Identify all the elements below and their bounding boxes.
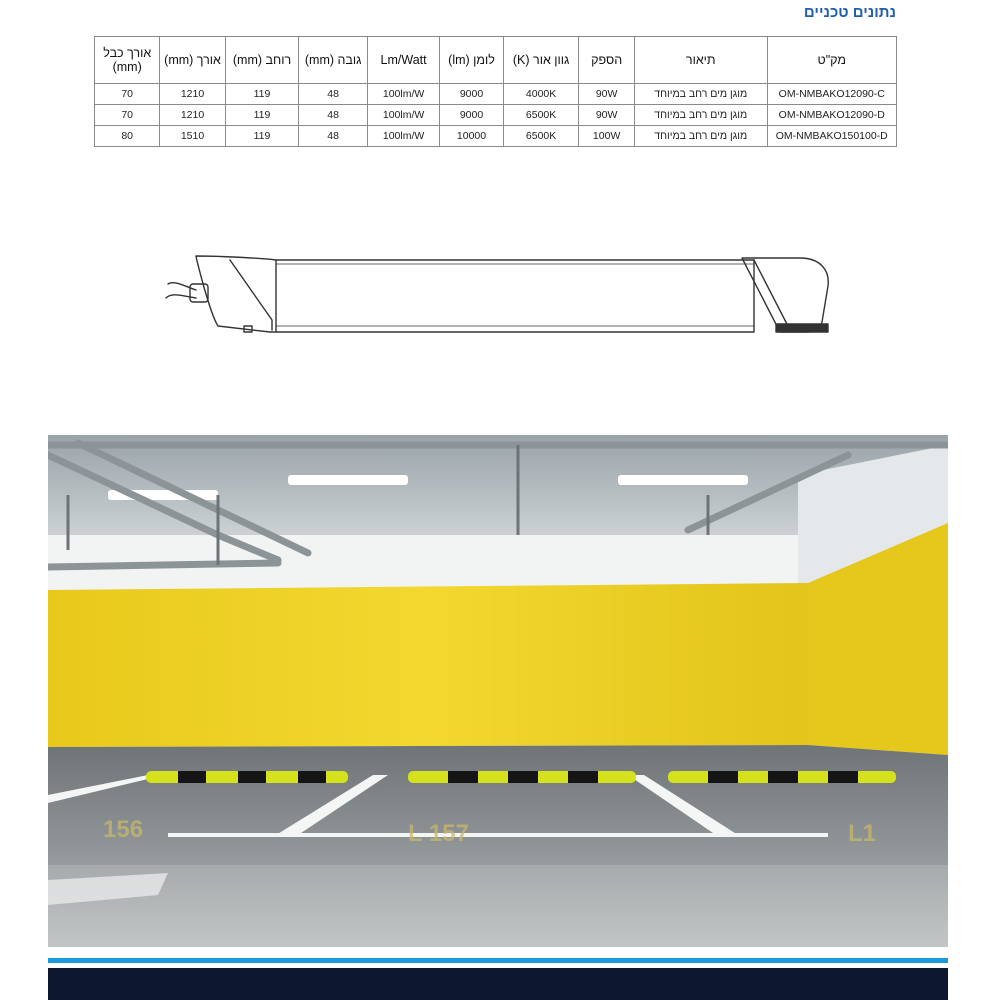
table-header-row: [95, 37, 897, 84]
cell-length: 1210: [160, 105, 225, 126]
cell-lumen: 10000: [440, 126, 504, 147]
cell-sku: OM-NMBAKO12090-D: [767, 105, 896, 126]
cell-lumen: 9000: [440, 84, 504, 105]
cell-sku: OM-NMBAKO150100-D: [767, 126, 896, 147]
cell-width: 119: [225, 105, 299, 126]
accent-stripe: [48, 958, 948, 963]
header-height: גובה (mm): [299, 37, 368, 84]
cell-cable-length: 70: [95, 105, 160, 126]
cell-sku: OM-NMBAKO12090-C: [767, 84, 896, 105]
header-power: הספק: [579, 37, 635, 84]
header-color-temp: גוון אור (K): [503, 37, 579, 84]
floor-marking: L 157: [408, 820, 469, 847]
floor-marking: L1: [848, 820, 877, 847]
cell-power: 90W: [579, 84, 635, 105]
table-row: [95, 84, 897, 105]
cell-lumen: 9000: [440, 105, 504, 126]
header-length: אורך (mm): [160, 37, 225, 84]
cell-cable-length: 80: [95, 126, 160, 147]
cell-lm-watt: 100lm/W: [367, 105, 439, 126]
header-cable-length: אורך כבל (mm): [95, 37, 160, 84]
cell-power: 90W: [579, 105, 635, 126]
cell-color-temp: 6500K: [503, 105, 579, 126]
header-lumen: לומן (lm): [440, 37, 504, 84]
cell-length: 1510: [160, 126, 225, 147]
cell-description: מוגן מים רחב במיוחד: [634, 126, 767, 147]
cell-height: 48: [299, 126, 368, 147]
header-lm-watt: Lm/Watt: [367, 37, 439, 84]
cell-width: 119: [225, 84, 299, 105]
cell-lm-watt: 100lm/W: [367, 84, 439, 105]
footer-band: [48, 968, 948, 1000]
fixture-body: [276, 260, 754, 332]
cell-color-temp: 6500K: [503, 126, 579, 147]
cell-width: 119: [225, 126, 299, 147]
cell-length: 1210: [160, 84, 225, 105]
header-description: תיאור: [634, 37, 767, 84]
floor-marking: 156: [103, 816, 144, 843]
cell-color-temp: 4000K: [503, 84, 579, 105]
cell-height: 48: [299, 84, 368, 105]
table-row: [95, 105, 897, 126]
technical-specs-table: [94, 36, 897, 147]
header-width: רוחב (mm): [225, 37, 299, 84]
cell-power: 100W: [579, 126, 635, 147]
cell-description: מוגן מים רחב במיוחד: [634, 84, 767, 105]
table-row: [95, 126, 897, 147]
header-sku: מק"ט: [767, 37, 896, 84]
cell-description: מוגן מים רחב במיוחד: [634, 105, 767, 126]
cell-height: 48: [299, 105, 368, 126]
section-title: נתונים טכניים: [803, 4, 896, 21]
cell-lm-watt: 100lm/W: [367, 126, 439, 147]
cell-cable-length: 70: [95, 84, 160, 105]
parking-garage-photo: [48, 435, 948, 947]
fixture-drawing: [160, 240, 850, 340]
